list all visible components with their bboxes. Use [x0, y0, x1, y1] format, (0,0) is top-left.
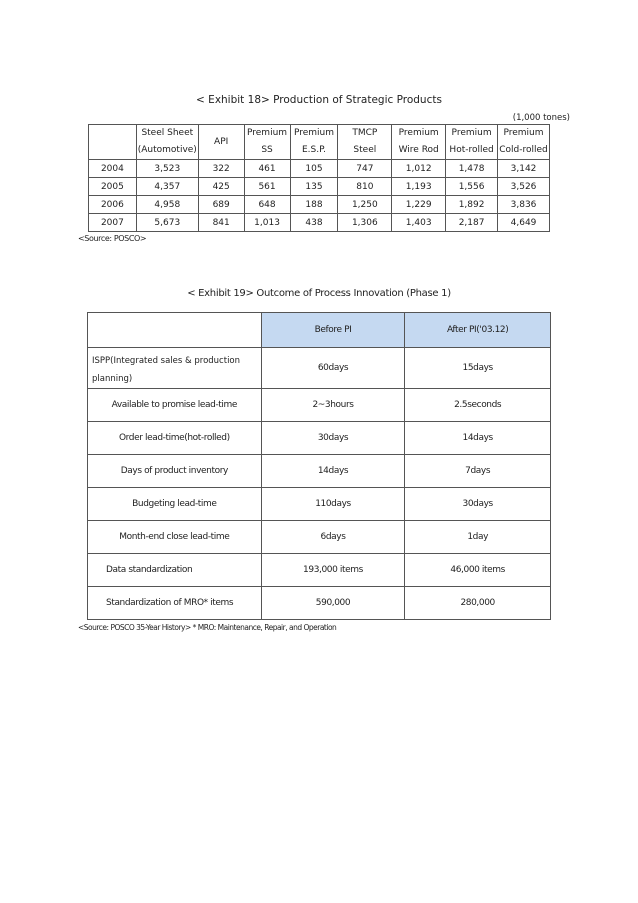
before-value: 6days [261, 521, 405, 554]
before-value: 110days [261, 488, 405, 521]
before-value: 30days [261, 422, 405, 455]
before-value: 2~3hours [261, 389, 405, 422]
table-row [89, 196, 550, 214]
year-cell: 2006 [89, 196, 137, 214]
metric-label: Data standardization [88, 554, 262, 587]
value-cell: 3,526 [498, 178, 550, 196]
value-cell: 135 [290, 178, 338, 196]
header-corner [88, 313, 262, 348]
value-cell: 1,013 [244, 214, 290, 232]
value-cell: 810 [338, 178, 392, 196]
table-row [88, 348, 551, 389]
metric-label: Month-end close lead-time [88, 521, 262, 554]
after-value: 30days [405, 488, 551, 521]
column-header: TMCP Steel [338, 125, 392, 160]
header-corner [89, 125, 137, 160]
after-value: 15days [405, 348, 551, 389]
before-value: 590,000 [261, 587, 405, 620]
metric-label: Order lead-time(hot-rolled) [88, 422, 262, 455]
exhibit-19-title: < Exhibit 19> Outcome of Process Innovation (Phase 1) [187, 288, 451, 299]
value-cell: 461 [244, 160, 290, 178]
value-cell: 4,357 [136, 178, 198, 196]
column-header: Premium Cold-rolled [498, 125, 550, 160]
production-table-header [89, 125, 550, 160]
year-cell: 2007 [89, 214, 137, 232]
after-value: 7days [405, 455, 551, 488]
metric-label: Standardization of MRO* items [88, 587, 262, 620]
value-cell: 2,187 [446, 214, 498, 232]
column-header: Premium SS [244, 125, 290, 160]
after-value: 14days [405, 422, 551, 455]
column-header: Steel Sheet (Automotive) [136, 125, 198, 160]
exhibit-18-unit: (1,000 tones) [512, 113, 570, 123]
column-header: Premium Hot-rolled [446, 125, 498, 160]
metric-label: ISPP(Integrated sales & production planning) [88, 348, 262, 389]
column-header: API [198, 125, 244, 160]
table-row [89, 214, 550, 232]
column-header: Premium E.S.P. [290, 125, 338, 160]
table-row [88, 587, 551, 620]
value-cell: 1,478 [446, 160, 498, 178]
before-pi-header: Before PI [261, 313, 405, 348]
process-innovation-header [88, 313, 551, 348]
table-row [88, 521, 551, 554]
value-cell: 1,892 [446, 196, 498, 214]
value-cell: 689 [198, 196, 244, 214]
value-cell: 188 [290, 196, 338, 214]
value-cell: 747 [338, 160, 392, 178]
value-cell: 4,958 [136, 196, 198, 214]
value-cell: 425 [198, 178, 244, 196]
process-innovation-table [87, 312, 551, 620]
value-cell: 1,012 [392, 160, 446, 178]
metric-label: Budgeting lead-time [88, 488, 262, 521]
exhibit-18-title: < Exhibit 18> Production of Strategic Products [196, 94, 442, 106]
value-cell: 1,229 [392, 196, 446, 214]
value-cell: 3,836 [498, 196, 550, 214]
after-value: 2.5seconds [405, 389, 551, 422]
after-value: 280,000 [405, 587, 551, 620]
value-cell: 561 [244, 178, 290, 196]
value-cell: 1,193 [392, 178, 446, 196]
metric-label: Days of product inventory [88, 455, 262, 488]
value-cell: 1,403 [392, 214, 446, 232]
value-cell: 841 [198, 214, 244, 232]
exhibit-19-source: <Source: POSCO 35-Year History> * MRO: Maintenance, Repair, and Operation [78, 623, 337, 632]
exhibit-18-source: <Source: POSCO> [78, 234, 147, 243]
value-cell: 1,306 [338, 214, 392, 232]
value-cell: 1,556 [446, 178, 498, 196]
value-cell: 5,673 [136, 214, 198, 232]
table-row [88, 455, 551, 488]
value-cell: 1,250 [338, 196, 392, 214]
before-value: 60days [261, 348, 405, 389]
value-cell: 4,649 [498, 214, 550, 232]
value-cell: 3,142 [498, 160, 550, 178]
production-table [88, 124, 550, 232]
value-cell: 438 [290, 214, 338, 232]
table-row [89, 178, 550, 196]
table-row [88, 488, 551, 521]
before-value: 14days [261, 455, 405, 488]
value-cell: 322 [198, 160, 244, 178]
before-value: 193,000 items [261, 554, 405, 587]
table-row [88, 422, 551, 455]
value-cell: 3,523 [136, 160, 198, 178]
year-cell: 2004 [89, 160, 137, 178]
after-pi-header: After PI('03.12) [405, 313, 551, 348]
value-cell: 105 [290, 160, 338, 178]
table-row [88, 389, 551, 422]
column-header: Premium Wire Rod [392, 125, 446, 160]
metric-label: Available to promise lead-time [88, 389, 262, 422]
table-row [89, 160, 550, 178]
year-cell: 2005 [89, 178, 137, 196]
after-value: 1day [405, 521, 551, 554]
after-value: 46,000 items [405, 554, 551, 587]
table-row [88, 554, 551, 587]
value-cell: 648 [244, 196, 290, 214]
